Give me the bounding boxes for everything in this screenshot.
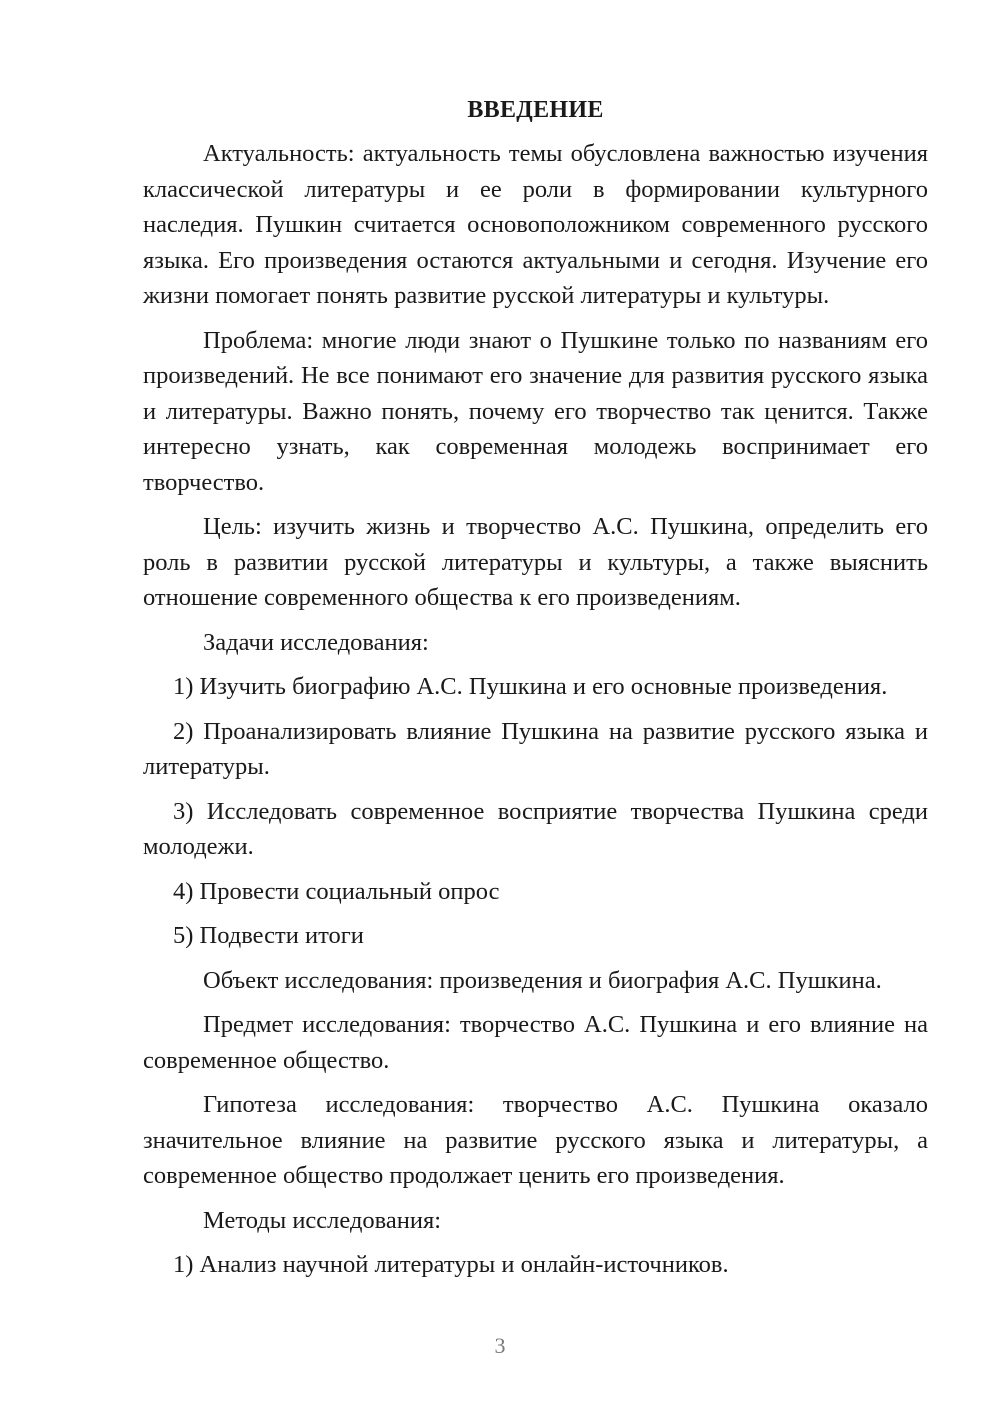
task-item: 1) Изучить биографию А.С. Пушкина и его основные произведения. [173,673,888,700]
paragraph-relevance: Актуальность: актуальность темы обусловлена важностью изучения классической литературы и ее роли в формировании культурного наследия. Пушкин считается основоположником современного русского языка. Его произведения остаются актуальными и сегодня. Изучение его жизни помогает понять развитие русской литературы и культуры. [143,140,928,309]
paragraph-problem: Проблема: многие люди знают о Пушкине только по названиям его произведений. Не все понимают его значение для развития русского языка и литературы. Важно понять, почему его творчество так ценится. Также интересно узнать, как современная молодежь воспринимает его творчество. [143,326,928,496]
section-title: ВВЕДЕНИЕ [467,97,604,123]
method-item: 1) Анализ научной литературы и онлайн-источников. [173,1251,729,1278]
paragraph-methods-heading: Методы исследования: [203,1206,442,1234]
task-item: 2) Проанализировать влияние Пушкина на развитие русского языка и литературы. [143,717,928,780]
document-body [143,94,928,1292]
task-item: 3) Исследовать современное восприятие творчества Пушкина среди молодежи. [143,797,928,860]
paragraph-hypothesis: Гипотеза исследования: творчество А.С. Пушкина оказало значительное влияние на развитие русского языка и литературы, а современное общество продолжает ценить его произведения. [143,1091,928,1189]
task-item: 4) Провести социальный опрос [173,877,500,905]
paragraph-tasks-heading: Задачи исследования: [203,628,429,656]
paragraph-goal: Цель: изучить жизнь и творчество А.С. Пушкина, определить его роль в развитии русской литературы и культуры, а также выяснить отношение современного общества к его произведениям. [143,513,928,611]
page-number: 3 [494,1333,506,1358]
paragraph-object: Объект исследования: произведения и биография А.С. Пушкина. [203,966,882,994]
task-item: 5) Подвести итоги [173,922,364,949]
paragraph-subject: Предмет исследования: творчество А.С. Пушкина и его влияние на современное общество. [143,1011,928,1074]
